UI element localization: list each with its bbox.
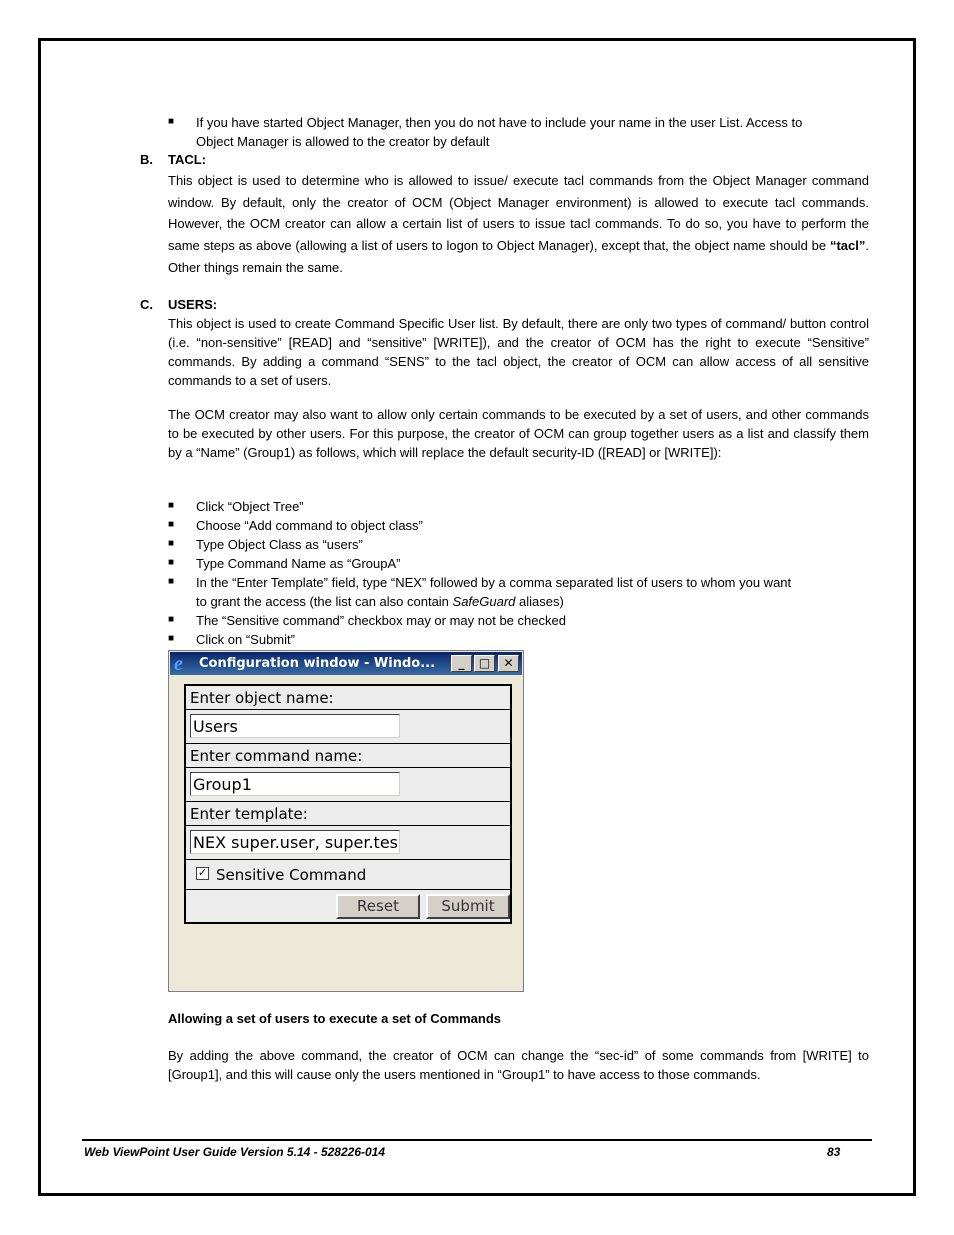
section-c-heading: USERS: — [168, 297, 218, 312]
command-name-input[interactable] — [190, 772, 400, 796]
sensitive-row — [186, 861, 510, 890]
footer-title: Web ViewPoint User Guide Version 5.14 - 528226-014 — [84, 1145, 386, 1159]
list-item-line2: to grant the access (the list can also contain — [196, 594, 453, 609]
maximize-icon[interactable]: □ — [474, 655, 495, 672]
bullet-icon: ■ — [168, 633, 175, 644]
submit-button[interactable]: Submit — [426, 894, 510, 919]
bullet-icon: ■ — [168, 614, 175, 625]
sensitive-checkbox[interactable]: ✓ — [197, 867, 208, 879]
intro-bullet-line1: If you have started Object Manager, then you do not have to include your name in the user List. Access to — [196, 115, 803, 130]
section-b-body-text: This object is used to determine who is allowed to issue/ execute tacl commands from the Object Manager command window. By default, only the creator of OCM (Object Manager environment) is allowed to execute tacl commands. However, the OCM creator can allow a certain list of users to issue tacl commands. To do so, you have to perform the same steps as above (allowing a list of users to logon to Object Manager), except that, the object name should be — [168, 173, 869, 254]
section-c-para2: The OCM creator may also want to allow only certain commands to be executed by a set of users, and other commands to be executed by other users. For this purpose, the creator of OCM can group together users as a list and classify them by a “Name” (Group1) as follows, which will replace the default security-ID ([READ] or [WRITE]): — [168, 407, 869, 460]
list-item: Click “Object Tree” — [196, 499, 304, 514]
section-c-marker: C. — [140, 297, 153, 312]
object-name-label: Enter object name: — [186, 686, 510, 710]
bullet-icon: ■ — [168, 116, 175, 127]
intro-bullet-text — [196, 113, 876, 151]
bullet-icon: ■ — [168, 500, 175, 511]
list-item-italic: SafeGuard — [452, 594, 516, 609]
config-form — [184, 684, 512, 924]
bullet-icon: ■ — [168, 557, 175, 568]
sensitive-label: Sensitive Command — [216, 866, 367, 884]
close-icon[interactable]: ✕ — [498, 655, 519, 672]
section-b-body — [168, 170, 869, 279]
ie-icon: e — [174, 653, 183, 675]
window-titlebar — [170, 652, 522, 675]
template-label: Enter template: — [186, 802, 510, 826]
page-number: 83 — [827, 1145, 841, 1159]
template-input[interactable] — [190, 830, 400, 854]
list-item: Type Command Name as “GroupA” — [196, 556, 401, 571]
list-item-line1: In the “Enter Template” field, type “NEX” followed by a comma separated list of users to whom you want — [196, 575, 792, 590]
section-b-heading: TACL: — [168, 152, 207, 167]
object-name-row — [186, 710, 510, 744]
bullet-icon: ■ — [168, 519, 175, 530]
minimize-icon[interactable]: _ — [451, 655, 472, 672]
list-item-line2-end: aliases) — [515, 594, 564, 609]
list-item: The “Sensitive command” checkbox may or may not be checked — [196, 613, 566, 628]
window-title: Configuration window - Windo... — [199, 656, 436, 671]
bullet-icon: ■ — [168, 576, 175, 587]
command-name-label: Enter command name: — [186, 744, 510, 768]
template-row — [186, 826, 510, 860]
closing-paragraph: By adding the above command, the creator of OCM can change the “sec-id” of some commands from [WRITE] to [Group1], and this will cause only the users mentioned in “Group1” to have access to those commands. — [168, 1048, 869, 1082]
section-b-body-end: . Other things remain the same. — [168, 238, 869, 275]
list-item: Type Object Class as “users” — [196, 537, 363, 552]
list-item: Click on “Submit” — [196, 632, 295, 647]
command-name-row — [186, 768, 510, 802]
section-c-para1: This object is used to create Command Specific User list. By default, there are only two types of command/ button control (i.e. “non-sensitive” [READ] and “sensitive” [WRITE]), and the creator of OCM has the right to execute “Sensitive” commands. By adding a command “SENS” to the tacl object, the creator of OCM can allow access of all sensitive commands to a set of users. — [168, 316, 869, 388]
intro-bullet-line2: Object Manager is allowed to the creator by default — [196, 134, 490, 149]
reset-button[interactable]: Reset — [336, 894, 420, 919]
list-item — [196, 573, 876, 611]
list-item: Choose “Add command to object class” — [196, 518, 423, 533]
bullet-icon: ■ — [168, 538, 175, 549]
footer-divider — [82, 1139, 872, 1141]
object-name-input[interactable] — [190, 714, 400, 738]
configuration-window — [168, 650, 524, 992]
section-b-marker: B. — [140, 152, 153, 167]
figure-caption: Allowing a set of users to execute a set of Commands — [168, 1011, 502, 1026]
section-b-object-name: “tacl” — [829, 238, 866, 254]
